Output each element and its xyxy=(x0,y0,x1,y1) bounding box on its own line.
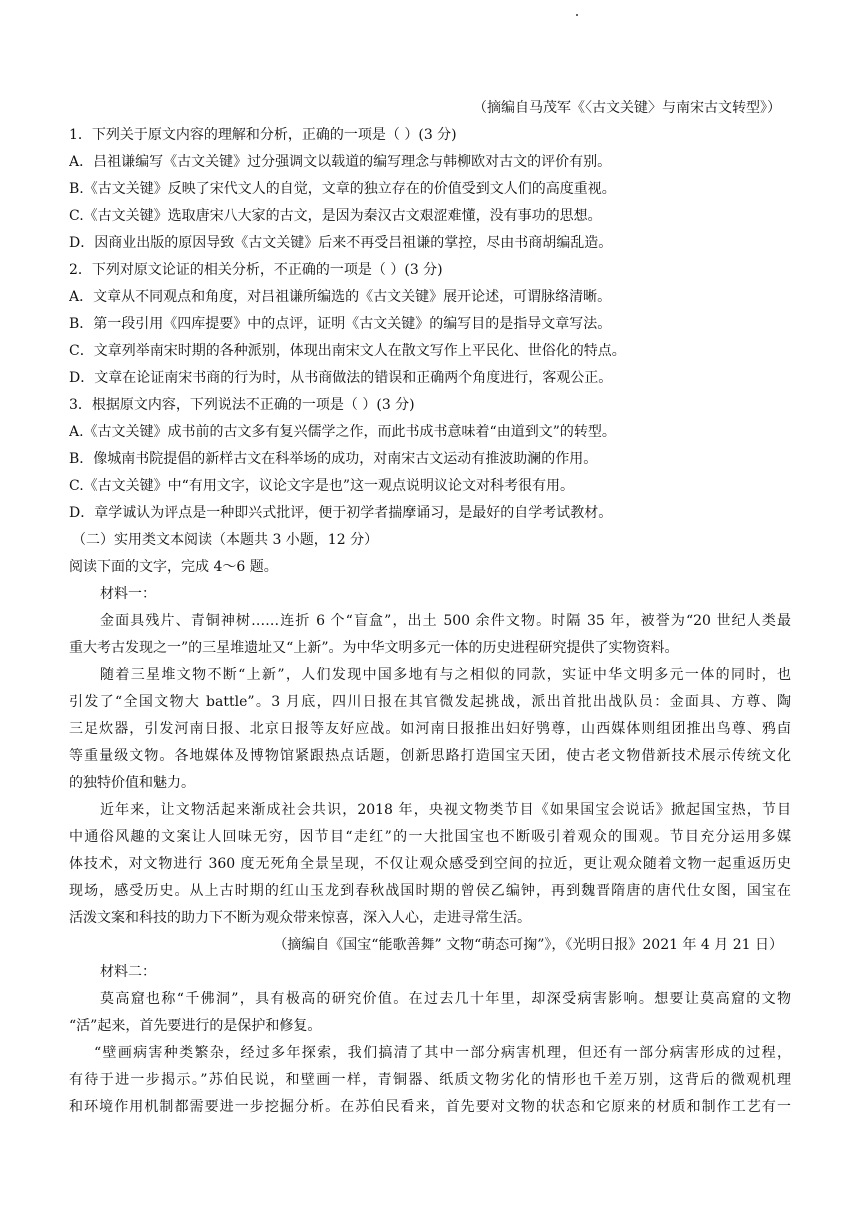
option-3d: D．章学诚认为评点是一种即兴式批评，便于初学者揣摩诵习，是最好的自学考试教材。 xyxy=(69,505,613,521)
reading-instruction: 阅读下面的文字，完成 4～6 题。 xyxy=(69,559,278,575)
material-1-citation: （摘编自《国宝“能歌善舞” 文物“萌态可掬”》，《光明日报》2021 年 4 月 21 日） xyxy=(273,937,783,953)
paragraph-line: 三足炊器，引发河南日报、北京日报等友好应战。如河南日报推出妇好鸮尊，山西媒体则组团推出鸟尊、鸦卣 xyxy=(69,721,791,737)
paragraph-line: 的独特价值和魅力。 xyxy=(69,775,195,791)
question-2: 2．下列对原文论证的相关分析，不正确的一项是（ ）(3 分) xyxy=(69,262,443,278)
source-citation: （摘编自马茂军《〈古文关键〉与南宋古文转型》） xyxy=(473,100,781,116)
question-3: 3．根据原文内容，下列说法不正确的一项是（ ）(3 分) xyxy=(69,397,415,413)
paragraph-line: 莫高窟也称“千佛洞”，具有极高的研究价值。在过去几十年里，却深受病害影响。想要让莫高窟的文物 xyxy=(100,991,791,1007)
paragraph-line: 随着三星堆文物不断“上新”，人们发现中国多地有与之相似的同款，实证中华文明多元一体的同时，也 xyxy=(100,667,791,683)
paragraph-line: 和环境作用机制都需要进一步挖掘分析。在苏伯民看来，首先要对文物的状态和它原来的材质和制作工艺有一 xyxy=(69,1099,791,1115)
option-2b: B．第一段引用《四库提要》中的点评，证明《古文关键》的编写目的是指导文章写法。 xyxy=(69,316,612,332)
paragraph-line: 有待于进一步揭示。”苏伯民说，和壁画一样，青铜器、纸质文物劣化的情形也千差万别，这背后的微观机理 xyxy=(69,1072,791,1088)
option-1c: C.《古文关键》选取唐宋八大家的古文，是因为秦汉古文艰涩难懂，没有事功的思想。 xyxy=(69,208,602,224)
paragraph-line: 活泼文案和科技的助力下不断为观众带来惊喜，深入人心，走进寻常生活。 xyxy=(69,910,531,926)
option-3b: B．像城南书院提倡的新样古文在科举场的成功，对南宋古文运动有推波助澜的作用。 xyxy=(69,451,598,467)
paragraph-line: 引发了“全国文物大 battle”。3 月底，四川日报在其官微发起挑战，派出首批出战队员：金面具、方尊、陶 xyxy=(69,694,791,710)
section-heading: （二）实用类文本阅读（本题共 3 小题，12 分） xyxy=(72,532,379,548)
material-2-label: 材料二： xyxy=(100,964,156,980)
paragraph-line: 体技术，对文物进行 360 度无死角全景呈现，不仅让观众感受到空间的拉近，更让观众随着文物一起重返历史 xyxy=(69,856,791,872)
paragraph-line: 重大考古发现之一”的三星堆遗址又“上新”。为中华文明多元一体的历史进程研究提供了实物资料。 xyxy=(69,640,679,656)
option-2a: A．文章从不同观点和角度，对吕祖谦所编选的《古文关键》展开论述，可谓脉络清晰。 xyxy=(69,289,612,305)
material-1-label: 材料一： xyxy=(100,586,156,602)
scan-dot xyxy=(576,14,578,16)
option-2c: C．文章列举南宋时期的各种派别，体现出南宋文人在散文写作上平民化、世俗化的特点。 xyxy=(69,343,626,359)
option-3c: C.《古文关键》中“有用文字，议论文字是也”这一观点说明议论文对科考很有用。 xyxy=(69,478,574,494)
option-1d: D．因商业出版的原因导致《古文关键》后来不再受吕祖谦的掌控，尽由书商胡编乱造。 xyxy=(69,235,613,251)
paragraph-line: “活”起来，首先要进行的是保护和修复。 xyxy=(69,1018,322,1034)
option-2d: D．文章在论证南宋书商的行为时，从书商做法的错误和正确两个角度进行，客观公正。 xyxy=(69,370,613,386)
paragraph-line: 等重量级文物。各地媒体及博物馆紧跟热点话题，创新思路打造国宝天团，使古老文物借新技术展示传统文化 xyxy=(69,748,791,764)
paragraph-line: “壁画病害种类繁杂，经过多年探索，我们搞清了其中一部分病害机理，但还有一部分病害形成的过程， xyxy=(94,1045,791,1061)
paragraph-line: 中通俗风趣的文案让人回味无穷，因节目“走红”的一大批国宝也不断吸引着观众的围观。节目充分运用多媒 xyxy=(69,829,791,845)
option-1b: B.《古文关键》反映了宋代文人的自觉，文章的独立存在的价值受到文人们的高度重视。 xyxy=(69,181,616,197)
option-3a: A.《古文关键》成书前的古文多有复兴儒学之作，而此书成书意味着“由道到文”的转型。 xyxy=(69,424,616,440)
option-1a: A．吕祖谦编写《古文关键》过分强调文以载道的编写理念与韩柳欧对古文的评价有别。 xyxy=(69,154,612,170)
paragraph-line: 金面具残片、青铜神树……连折 6 个“盲盒”，出土 500 余件文物。时隔 35 年，被誉为“20 世纪人类最 xyxy=(100,613,791,629)
paragraph-line: 现场，感受历史。从上古时期的红山玉龙到春秋战国时期的曾侯乙编钟，再到魏晋隋唐的唐代仕女图，国宝在 xyxy=(69,883,791,899)
question-1: 1．下列关于原文内容的理解和分析，正确的一项是（ ）(3 分) xyxy=(69,127,457,143)
paragraph-line: 近年来，让文物活起来渐成社会共识，2018 年，央视文物类节目《如果国宝会说话》掀起国宝热，节目 xyxy=(100,802,791,818)
